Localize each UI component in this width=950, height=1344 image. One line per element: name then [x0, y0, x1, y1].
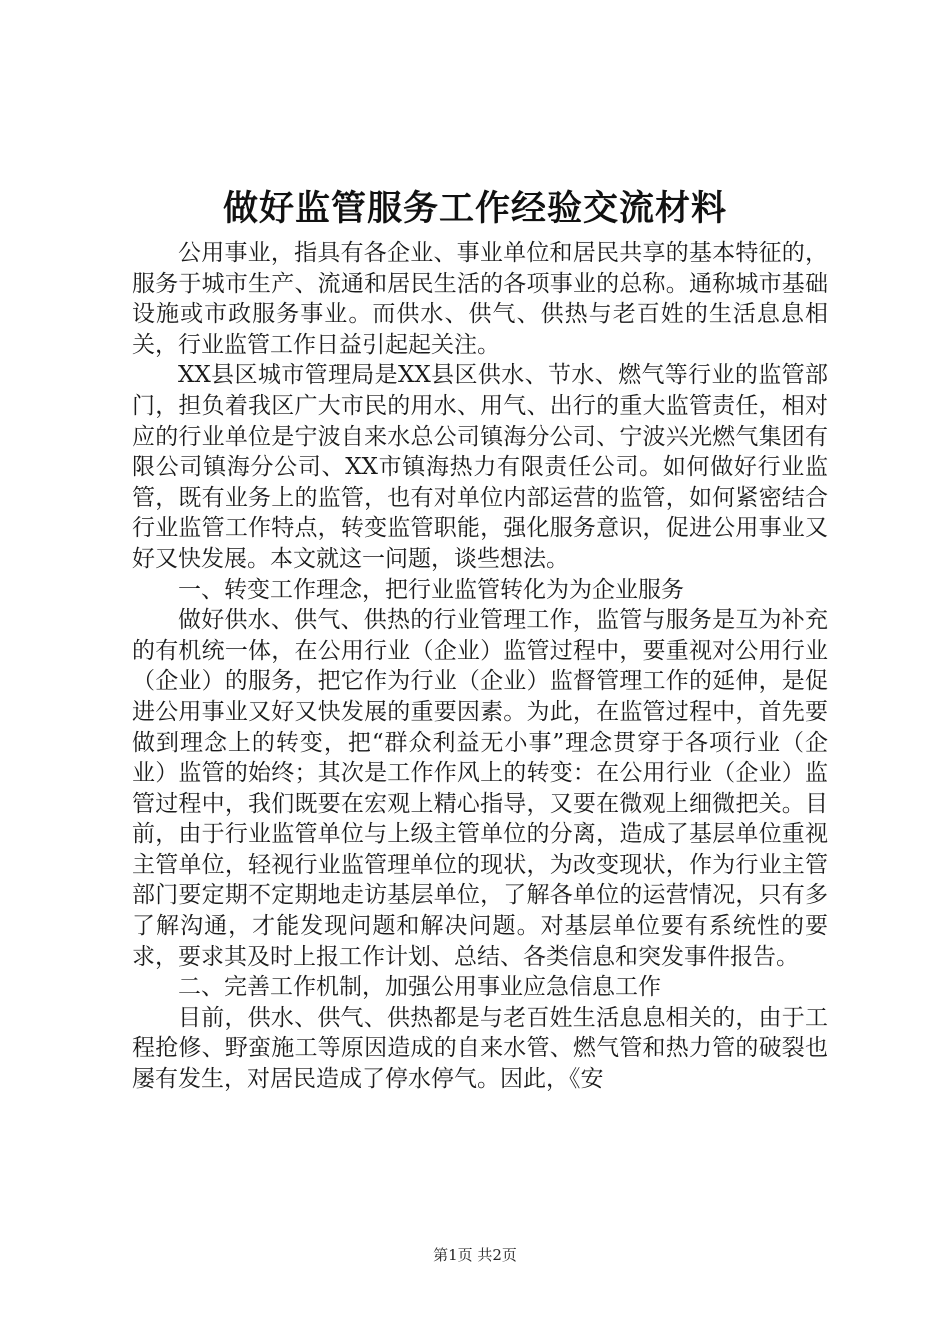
- document-body: [132, 238, 828, 1095]
- paragraph-background: XX县区城市管理局是XX县区供水、节水、燃气等行业的监管部门，担负着我区广大市民的用水、用气、出行的重大监管责任，相对应的行业单位是宁波自来水总公司镇海分公司、宁波兴光燃气集团有限公司镇海分公司、XX市镇海热力有限责任公司。如何做好行业监管，既有业务上的监管，也有对单位内部运营的监管，如何紧密结合行业监管工作特点，转变监管职能，强化服务意识，促进公用事业又好又快发展。本文就这一问题，谈些想法。: [132, 362, 828, 572]
- section-heading-1: 一、转变工作理念，把行业监管转化为为企业服务: [178, 576, 684, 603]
- paragraph-section-1: 做好供水、供气、供热的行业管理工作，监管与服务是互为补充的有机统一体，在公用行业（企业）监管过程中，要重视对公用行业（企业）的服务，把它作为行业（企业）监督管理工作的延伸，是促进公用事业又好又快发展的重要因素。为此，在监管过程中，首先要做到理念上的转变，把“群众利益无小事”理念贯穿于各项行业（企业）监管的始终；其次是工作作风上的转变：在公用行业（企业）监管过程中，我们既要在宏观上精心指导，又要在微观上细微把关。目前，由于行业监管单位与上级主管单位的分离，造成了基层单位重视主管单位，轻视行业监管理单位的现状，为改变现状，作为行业主管部门要定期不定期地走访基层单位，了解各单位的运营情况，只有多了解沟通，才能发现问题和解决问题。对基层单位要有系统性的要求，要求其及时上报工作计划、总结、各类信息和突发事件报告。: [132, 607, 828, 970]
- section-heading-2: 二、完善工作机制，加强公用事业应急信息工作: [178, 974, 661, 1001]
- paragraph-section-2: 目前，供水、供气、供热都是与老百姓生活息息相关的，由于工程抢修、野蛮施工等原因造成的自来水管、燃气管和热力管的破裂也屡有发生，对居民造成了停水停气。因此，《安: [132, 1004, 828, 1093]
- page-number-footer: 第1页 共2页: [433, 1246, 517, 1264]
- document-title: 做好监管服务工作经验交流材料: [222, 188, 727, 229]
- paragraph-intro: 公用事业，指具有各企业、事业单位和居民共享的基本特征的，服务于城市生产、流通和居民生活的各项事业的总称。通称城市基础设施或市政服务事业。而供水、供气、供热与老百姓的生活息息相关，行业监管工作日益引起起关注。: [132, 240, 828, 358]
